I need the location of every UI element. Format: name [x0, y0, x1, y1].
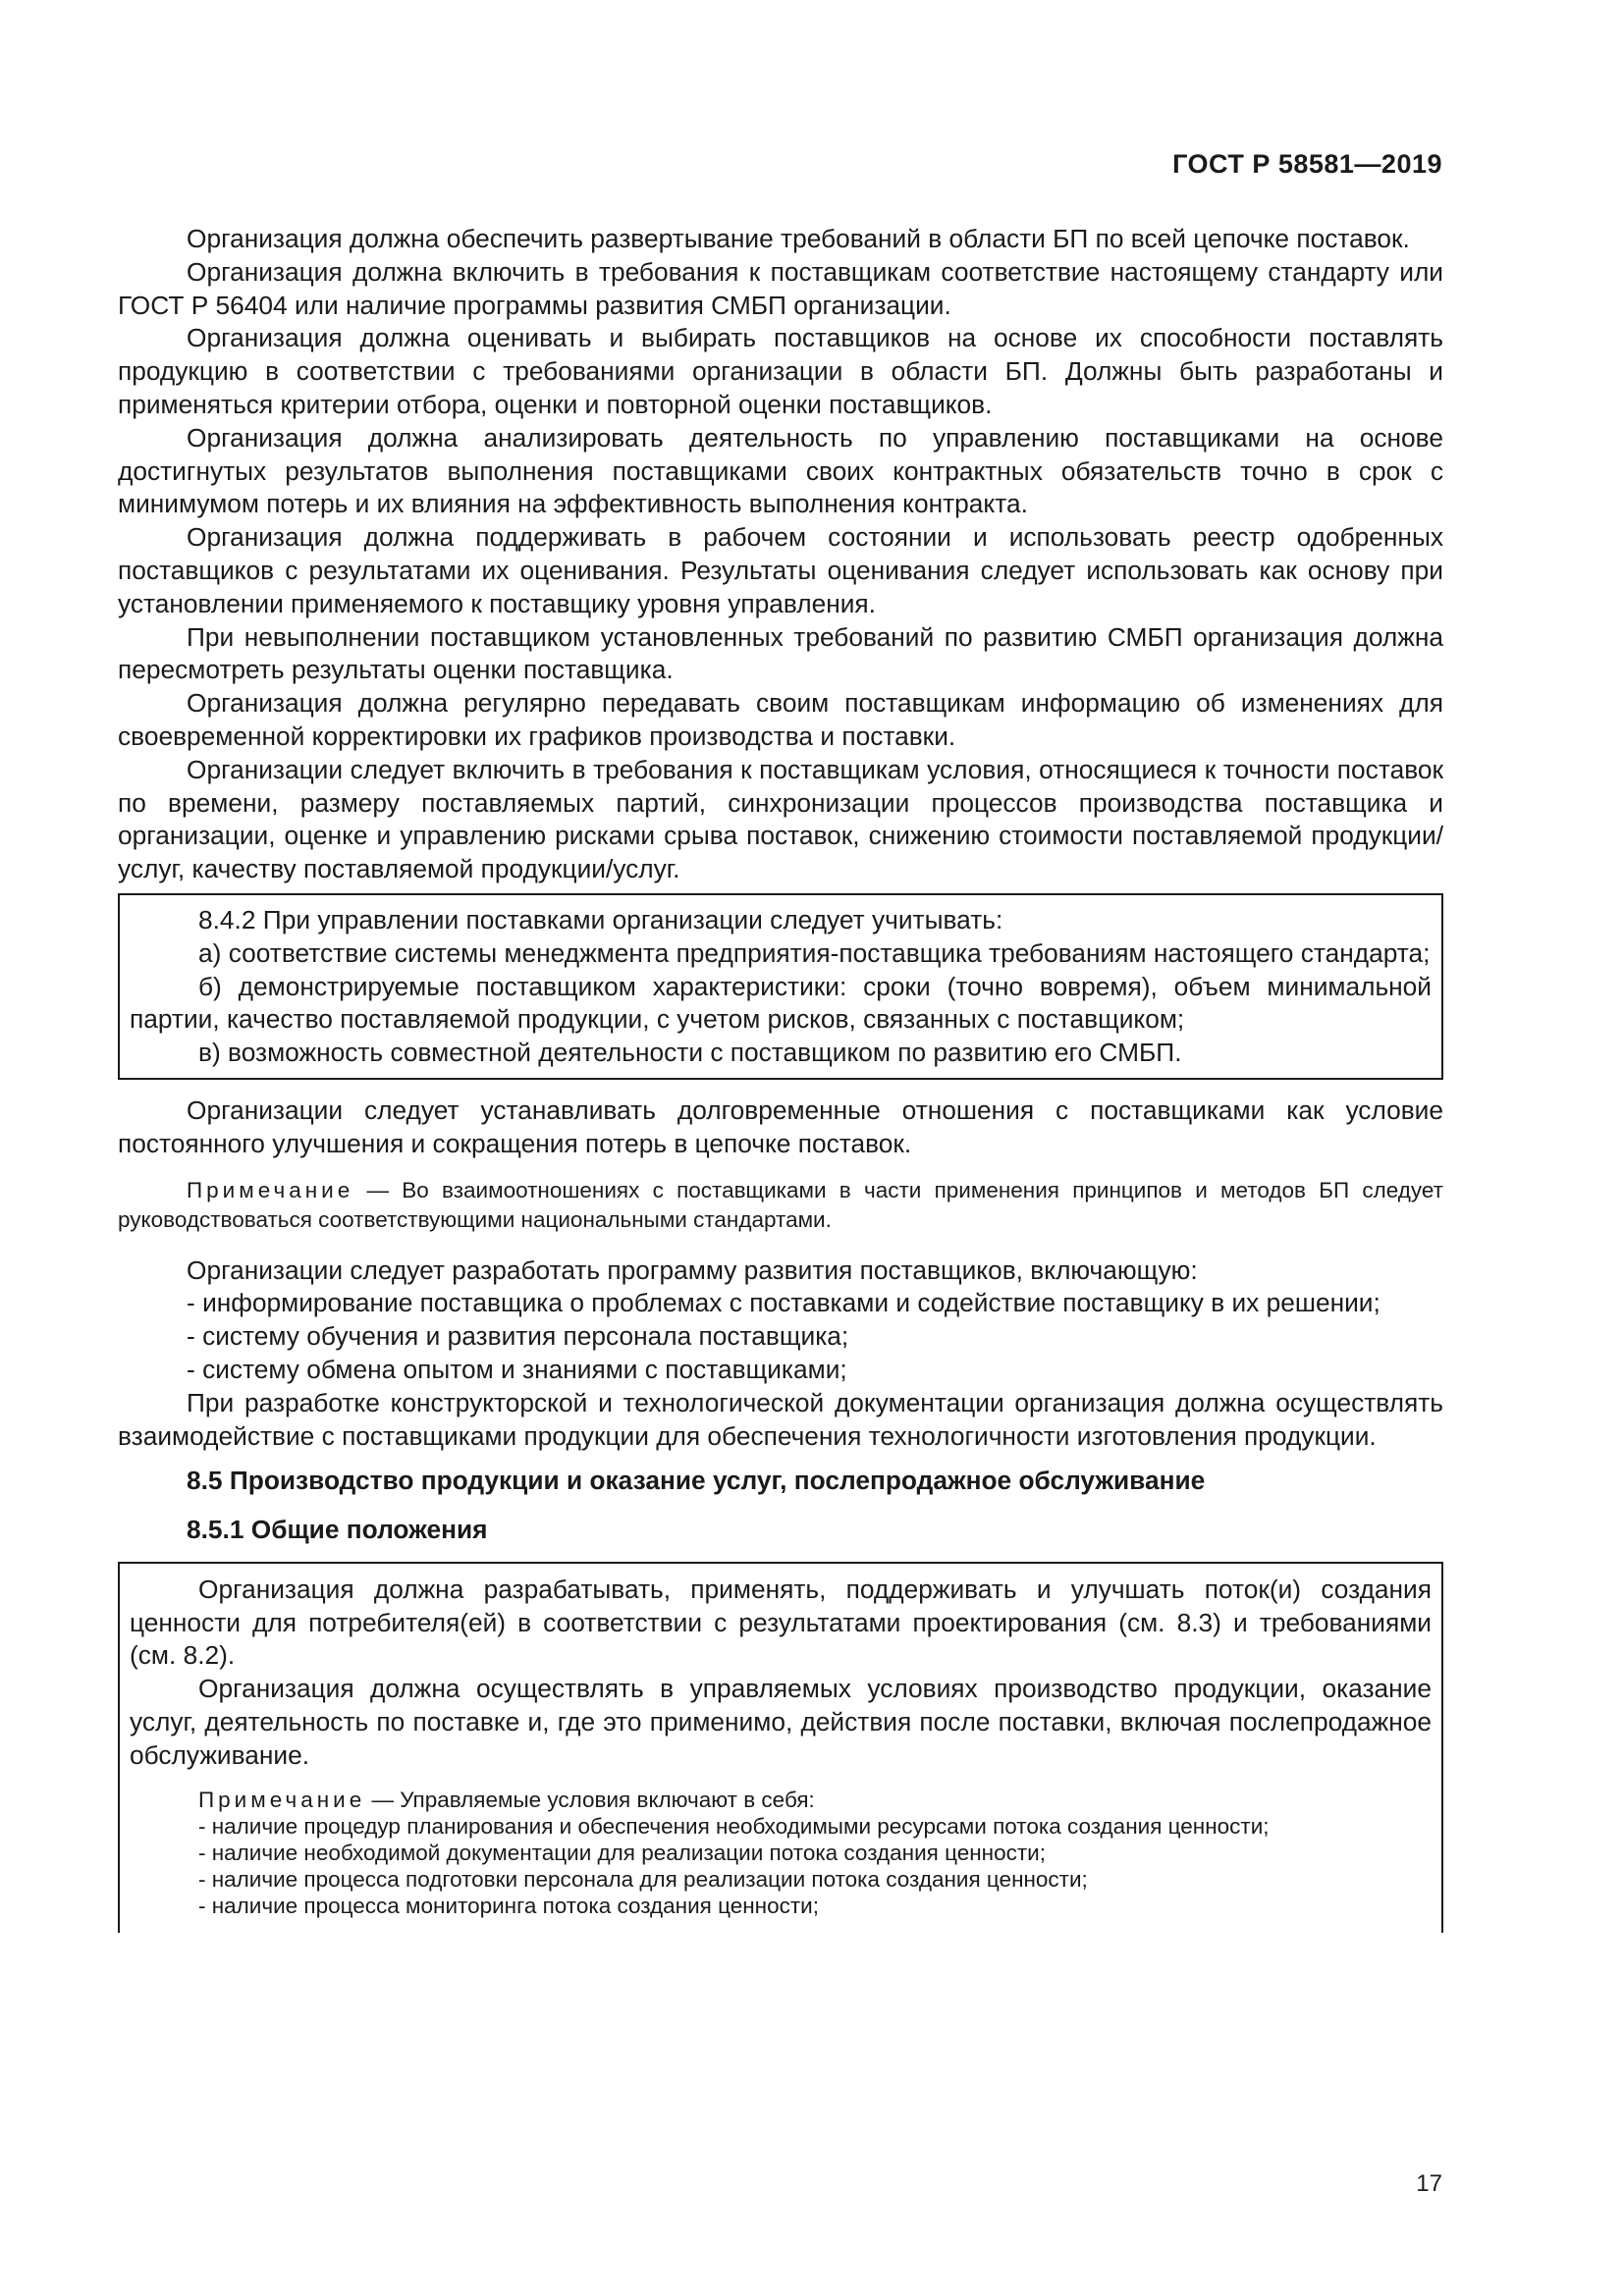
note-list-item: - наличие необходимой документации для реализации потока создания ценности; [198, 1840, 1046, 1865]
requirement-box-842 [118, 893, 1443, 1080]
clause-842-intro: 8.4.2 При управлении поставками организации следует учитывать: [198, 904, 1003, 934]
program-item: - систему обучения и развития персонала поставщика; [187, 1321, 849, 1352]
note-list-item: - наличие процесса мониторинга потока создания ценности; [198, 1893, 819, 1918]
paragraph: Организация должна включить в требования к поставщикам соответствие настоящему стандарту или ГОСТ Р 56404 или наличие программы развития СМБП организации. [118, 256, 1443, 320]
box-note-block [130, 1787, 1432, 1813]
paragraph: Организация должна поддерживать в рабочем состоянии и использовать реестр одобренных поставщиков с результатами их оценивания. Результаты оценивания следует использовать как основу при установлении применяемого к поставщику уровня управления. [118, 522, 1443, 618]
clause-842-item-a: а) соответствие системы менеджмента предприятия-поставщика требованиям настоящего стандарта; [198, 937, 1431, 968]
clause-842-item-b: б) демонстрируемые поставщиком характеристики: сроки (точно вовремя), объем минимальной партии, качество поставляемой продукции, с учетом рисков, связанных с поставщиком; [130, 971, 1432, 1035]
paragraph: При разработке конструкторской и технологической документации организация должна осуществлять взаимодействие с поставщиками продукции для обеспечения технологичности изготовления продукции. [118, 1387, 1443, 1451]
paragraph: Организация должна анализировать деятельность по управлению поставщиками на основе достигнутых результатов выполнения поставщиками своих контрактных обязательств точно в срок с минимумом потерь и их влияния на эффективность выполнения контракта. [118, 422, 1443, 519]
paragraph: При невыполнении поставщиком установленных требований по развитию СМБП организация должна пересмотреть результаты оценки поставщика. [118, 621, 1443, 685]
document-header: ГОСТ Р 58581—2019 [1172, 149, 1442, 179]
paragraph: Организации следует устанавливать долговременные отношения с поставщиками как условие постоянного улучшения и сокращения потерь в цепочке поставок. [118, 1095, 1443, 1158]
note-text: — Управляемые условия включают в себя: [365, 1787, 815, 1812]
note-text: — Во взаимоотношениях с поставщиками в части применения принципов и методов БП следует руководствоваться соответствующими национальными стандартами. [118, 1177, 1443, 1232]
paragraph: Организации следует включить в требования к поставщикам условия, относящиеся к точности поставок по времени, размеру поставляемых партий, синхронизации процессов производства поставщика и организации, оценке и управлению рисками срыва поставок, снижению стоимости поставляемой продукции/услуг, качеству поставляемой продукции/услуг. [118, 754, 1443, 884]
clause-842-item-c: в) возможность совместной деятельности с поставщиком по развитию его СМБП. [198, 1038, 1182, 1068]
paragraph: Организация должна оценивать и выбирать поставщиков на основе их способности поставлять продукцию в соответствии с требованиями организации в области БП. Должны быть разработаны и применяться критерии отбора, оценки и повторной оценки поставщиков. [118, 323, 1443, 419]
program-item: - систему обмена опытом и знаниями с поставщиками; [187, 1354, 847, 1384]
program-item: - информирование поставщика о проблемах с поставками и содействие поставщику в их решении; [187, 1288, 1380, 1318]
paragraph: Организация должна регулярно передавать своим поставщикам информацию об изменениях для своевременной корректировки их графиков производства и поставки. [118, 688, 1443, 751]
note-list-item: - наличие процедур планирования и обеспечения необходимыми ресурсами потока создания ценности; [198, 1813, 1270, 1839]
section-heading-85: 8.5 Производство продукции и оказание услуг, послепродажное обслуживание [187, 1466, 1206, 1496]
paragraph: Организация должна обеспечить развертывание требований в области БП по всей цепочке поставок. [187, 224, 1410, 253]
note-block [118, 1176, 1443, 1235]
page-number: 17 [1416, 2170, 1442, 2197]
note-label: Примечание [187, 1177, 354, 1202]
box-paragraph: Организация должна разрабатывать, применять, поддерживать и улучшать поток(и) создания ценности для потребителя(ей) в соответствии с результатами проектирования (см. 8.3) и требованиями (см. 8.2). [130, 1574, 1432, 1671]
note-label: Примечание [198, 1787, 366, 1812]
program-intro: Организации следует разработать программу развития поставщиков, включающую: [187, 1255, 1198, 1285]
section-heading-851: 8.5.1 Общие положения [187, 1515, 488, 1545]
requirement-box-851 [118, 1562, 1443, 1933]
page-content [118, 223, 1443, 1933]
box-paragraph: Организация должна осуществлять в управляемых условиях производство продукции, оказание услуг, деятельность по поставке и, где это применимо, действия после поставки, включая послепродажное обслуживание. [130, 1674, 1432, 1770]
note-list-item: - наличие процесса подготовки персонала для реализации потока создания ценности; [198, 1866, 1088, 1892]
